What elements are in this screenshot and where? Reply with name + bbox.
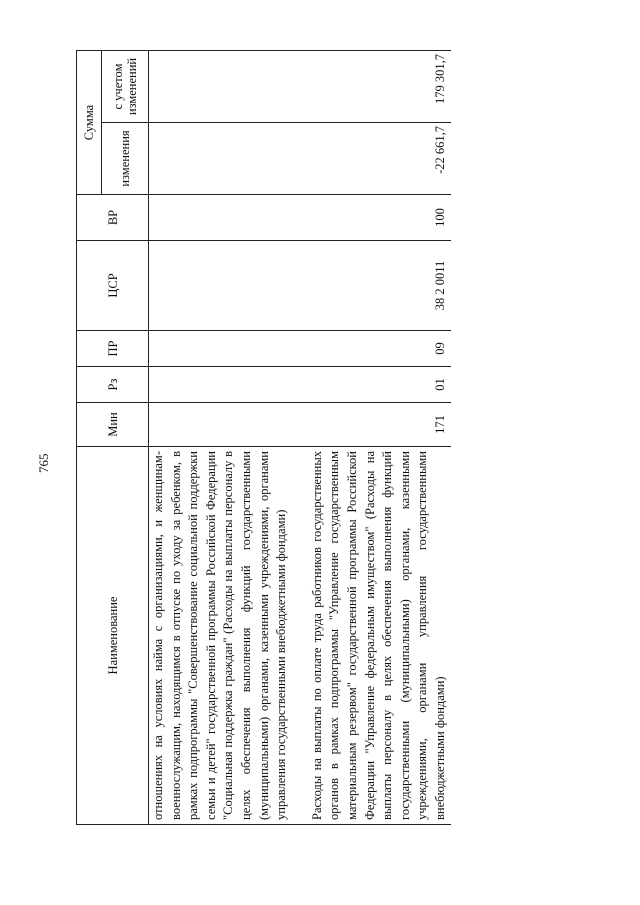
row-csr: 38 2 0011 (303, 241, 451, 331)
row-with-changes: 179 301,7 (303, 51, 451, 123)
table-row (303, 51, 451, 825)
row-vr: 100 (303, 195, 451, 241)
header-with-changes: с учетом изменений (102, 51, 149, 123)
row-change: -22 661,7 (303, 123, 451, 195)
table-row (149, 51, 303, 825)
row-change (149, 123, 303, 195)
row-with-changes (149, 51, 303, 123)
row-name: Расходы на выплаты по оплате труда работников государственных органов в рамках подпрограммы "Управление государственным материальным резервом" государственной программы Российской Федерации "Управление федеральным имуществом" (Расходы на выплаты персоналу в целях обеспечения выполнения функций государственными (муниципальными) органами, казенными учреждениями, органами управления государственными внебюджетными фондами) (303, 447, 451, 825)
row-name: отношениях на условиях найма с организациями, и женщинам-военнослужащим, находящимся в отпуске по уходу за ребенком, в рамках подпрограммы "Совершенствование социальной поддержки семьи и детей" государственной программы Российской Федерации "Социальная поддержка граждан" (Расходы на выплаты персоналу в целях обеспечения выполнения функций государственными (муниципальными) органами, казенными учреждениями, органами управления государственными внебюджетными фондами) (149, 447, 303, 825)
header-name: Наименование (77, 447, 149, 825)
header-change: изменения (102, 123, 149, 195)
budget-table (76, 50, 451, 825)
page-number: 765 (36, 453, 51, 473)
header-rz: Рз (77, 367, 149, 403)
row-csr (149, 241, 303, 331)
row-min (149, 403, 303, 447)
row-vr (149, 195, 303, 241)
header-csr: ЦСР (77, 241, 149, 331)
header-pr: ПР (77, 331, 149, 367)
table-header (77, 51, 149, 825)
row-min: 171 (303, 403, 451, 447)
row-pr: 09 (303, 331, 451, 367)
row-rz: 01 (303, 367, 451, 403)
header-min: Мин (77, 403, 149, 447)
header-vr: ВР (77, 195, 149, 241)
row-pr (149, 331, 303, 367)
header-sum: Сумма (77, 51, 102, 195)
row-rz (149, 367, 303, 403)
